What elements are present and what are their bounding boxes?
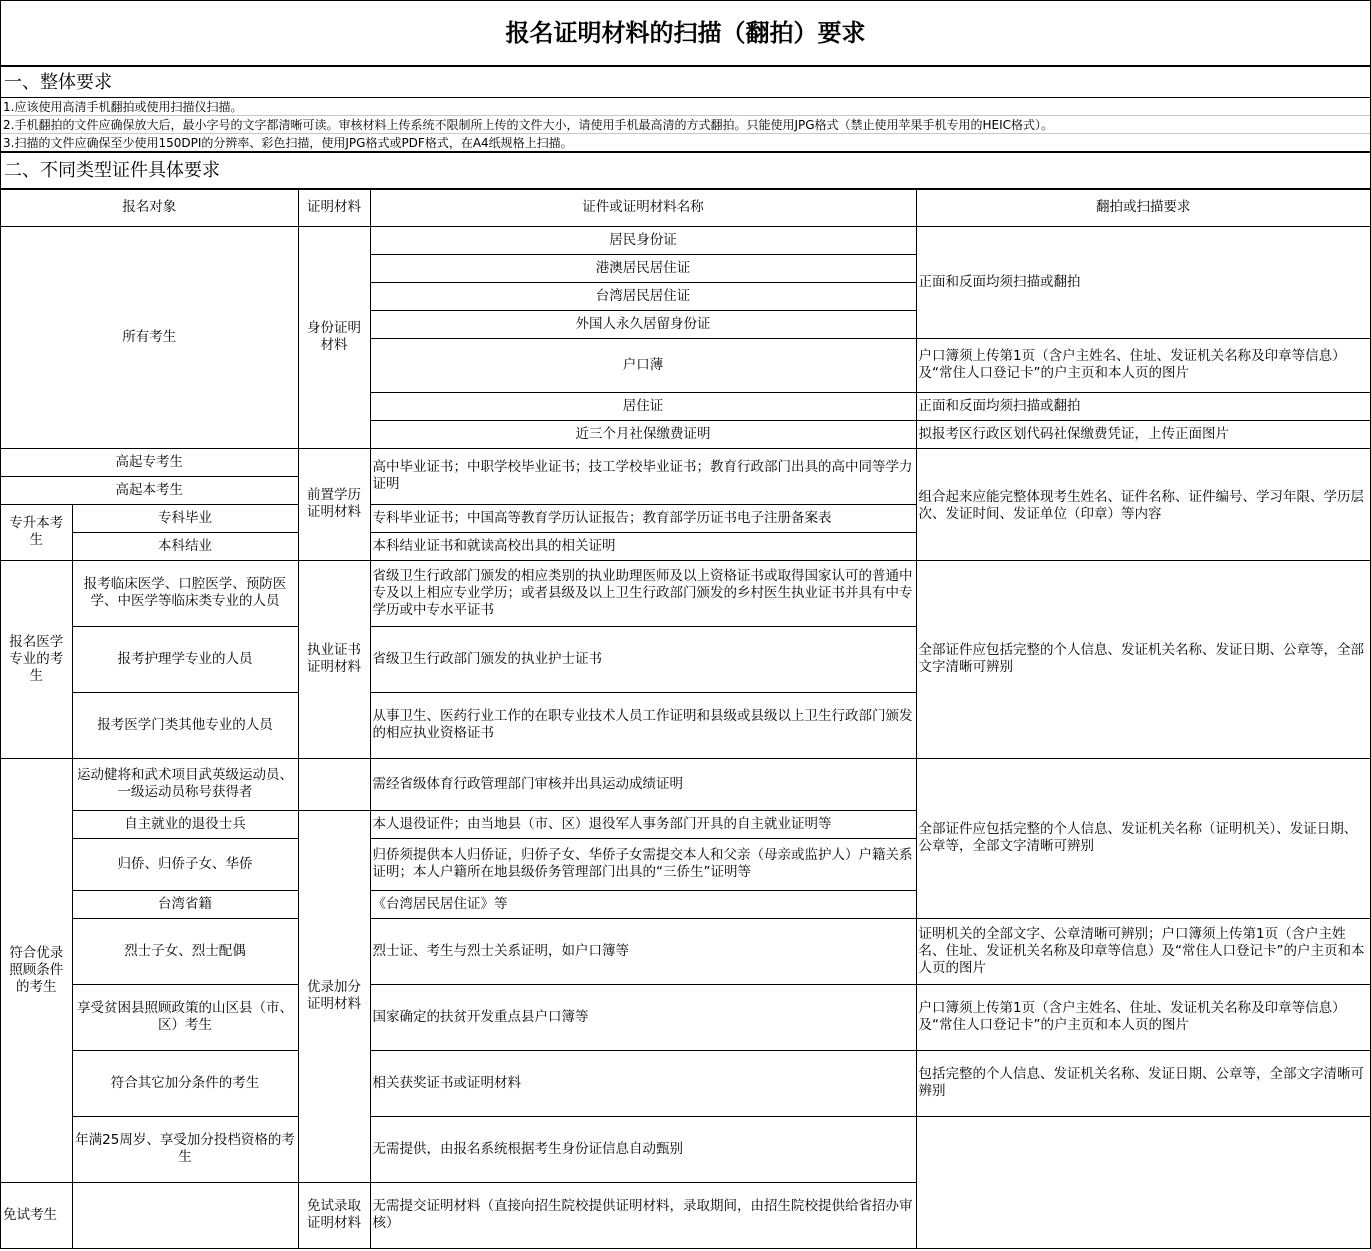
target-bonus-group: 符合优录照顾条件的考生 [1,758,72,1182]
target-medical-group: 报名医学专业的考生 [1,560,72,758]
req-other-bonus: 包括完整的个人信息、发证机关名称、发证日期、公章等，全部文字清晰可辨别 [916,1050,1370,1116]
requirements-table [1,190,1370,1249]
target-martyr: 烈士子女、烈士配偶 [72,918,298,984]
target-all: 所有考生 [1,226,298,448]
section-heading-general: 一、整体要求 [1,67,1370,98]
target-poverty-county: 享受贫困县照顾政策的山区县（市、区）考生 [72,984,298,1050]
doc-martyr: 烈士证、考生与烈士关系证明，如户口簿等 [370,918,916,984]
general-requirement-3: 3.扫描的文件应确保至少使用150DPI的分辨率、彩色扫描，使用JPG格式或PDF格式，在A4纸规格上扫描。 [1,134,1370,153]
target-gaoqi-zhuan: 高起专考生 [1,448,298,476]
doc-clinical: 省级卫生行政部门颁发的相应类别的执业助理医师及以上资格证书或取得国家认可的普通中专及以上相应专业学历；或者县级及以上卫生行政部门颁发的乡村医生执业证书并具有中专学历或中专水平证书 [370,560,916,626]
header-target: 报名对象 [1,190,298,226]
target-medical-other: 报考医学门类其他专业的人员 [72,692,298,758]
req-social-security: 拟报考区行政区划代码社保缴费凭证，上传正面图片 [916,420,1370,448]
doc-foreigner-card: 外国人永久居留身份证 [370,310,916,338]
target-exempt-blank [72,1182,298,1248]
target-nursing: 报考护理学专业的人员 [72,626,298,692]
doc-hk-macao-permit: 港澳居民居住证 [370,254,916,282]
doc-id-card: 居民身份证 [370,226,916,254]
req-martyr: 证明机关的全部文字、公章清晰可辨别；户口簿须上传第1页（含户主姓名、住址、发证机关名称及印章等信息）及“常住人口登记卡”的户主页和本人页的图片 [916,918,1370,984]
table-header-row [1,190,1370,226]
doc-age-25: 无需提供，由报名系统根据考生身份证信息自动甄别 [370,1116,916,1182]
material-identity: 身份证明材料 [298,226,370,448]
target-zhuanshengben: 专升本考生 [1,504,72,560]
target-gaoqi-ben: 高起本考生 [1,476,298,504]
doc-hukou: 户口薄 [370,338,916,392]
target-athlete: 运动健将和武术项目武英级运动员、一级运动员称号获得者 [72,758,298,810]
table-row [1,1050,1370,1116]
req-education: 组合起来应能完整体现考生姓名、证件名称、证件编号、学习年限、学历层次、发证时间、发证单位（印章）等内容 [916,448,1370,560]
doc-medical-other: 从事卫生、医药行业工作的在职专业技术人员工作证明和县级或县级以上卫生行政部门颁发的相应执业资格证书 [370,692,916,758]
table-row [1,758,1370,810]
target-clinical: 报考临床医学、口腔医学、预防医学、中医学等临床类专业的人员 [72,560,298,626]
doc-nursing: 省级卫生行政部门颁发的执业护士证书 [370,626,916,692]
doc-other-bonus: 相关获奖证书或证明材料 [370,1050,916,1116]
doc-zhuanke: 专科毕业证书；中国高等教育学历认证报告；教育部学历证书电子注册备案表 [370,504,916,532]
target-zhuanke-grad: 专科毕业 [72,504,298,532]
doc-overseas-chinese: 归侨须提供本人归侨证，归侨子女、华侨子女需提交本人和父亲（母亲或监护人）户籍关系证明；本人户籍所在地县级侨务管理部门出具的“三侨生”证明等 [370,838,916,890]
general-requirement-2: 2.手机翻拍的文件应确保放大后，最小字号的文字都清晰可读。审核材料上传系统不限制所上传的文件大小，请使用手机最高清的方式翻拍。只能使用JPG格式（禁止使用苹果手机专用的HEIC格式）。 [1,116,1370,134]
doc-highschool: 高中毕业证书；中职学校毕业证书；技工学校毕业证书；教育行政部门出具的高中同等学力证明 [370,448,916,504]
doc-poverty-county: 国家确定的扶贫开发重点县户口簿等 [370,984,916,1050]
target-veteran: 自主就业的退役士兵 [72,810,298,838]
table-row [1,448,1370,476]
header-doc-name: 证件或证明材料名称 [370,190,916,226]
material-license: 执业证书证明材料 [298,560,370,758]
doc-benke: 本科结业证书和就读高校出具的相关证明 [370,532,916,560]
doc-veteran: 本人退役证件；由当地县（市、区）退役军人事务部门开具的自主就业证明等 [370,810,916,838]
material-blank [298,758,370,810]
req-medical: 全部证件应包括完整的个人信息、发证机关名称、发证日期、公章等，全部文字清晰可辨别 [916,560,1370,758]
doc-social-security: 近三个月社保缴费证明 [370,420,916,448]
header-material: 证明材料 [298,190,370,226]
material-exempt: 免试录取证明材料 [298,1182,370,1248]
table-row [1,984,1370,1050]
req-blank [916,1116,1370,1248]
req-poverty-county: 户口簿须上传第1页（含户主姓名、住址、发证机关名称及印章等信息）及“常住人口登记卡”的户主页和本人页的图片 [916,984,1370,1050]
target-exempt: 免试考生 [1,1182,72,1248]
req-bonus-general: 全部证件应包括完整的个人信息、发证机关名称（证明机关）、发证日期、公章等，全部文字清晰可辨别 [916,758,1370,918]
table-row [1,560,1370,626]
target-age-25: 年满25周岁、享受加分投档资格的考生 [72,1116,298,1182]
doc-residence-permit: 居住证 [370,392,916,420]
doc-athlete: 需经省级体育行政管理部门审核并出具运动成绩证明 [370,758,916,810]
target-other-bonus: 符合其它加分条件的考生 [72,1050,298,1116]
doc-taiwan-permit: 台湾居民居住证 [370,282,916,310]
target-taiwan: 台湾省籍 [72,890,298,918]
table-row [1,226,1370,254]
req-hukou: 户口簿须上传第1页（含户主姓名、住址、发证机关名称及印章等信息）及“常住人口登记卡”的户主页和本人页的图片 [916,338,1370,392]
req-id-docs: 正面和反面均须扫描或翻拍 [916,226,1370,338]
target-overseas-chinese: 归侨、归侨子女、华侨 [72,838,298,890]
header-scan-requirement: 翻拍或扫描要求 [916,190,1370,226]
req-residence-permit: 正面和反面均须扫描或翻拍 [916,392,1370,420]
section-heading-specific: 二、不同类型证件具体要求 [1,153,1370,190]
table-row [1,918,1370,984]
page-title: 报名证明材料的扫描（翻拍）要求 [1,1,1370,67]
target-benke-jieye: 本科结业 [72,532,298,560]
table-row [1,1116,1370,1182]
general-requirement-1: 1.应该使用高清手机翻拍或使用扫描仪扫描。 [1,98,1370,116]
material-education: 前置学历证明材料 [298,448,370,560]
doc-taiwan: 《台湾居民居住证》等 [370,890,916,918]
doc-exempt: 无需提交证明材料（直接向招生院校提供证明材料，录取期间，由招生院校提供给省招办审核） [370,1182,916,1248]
material-bonus: 优录加分证明材料 [298,810,370,1182]
